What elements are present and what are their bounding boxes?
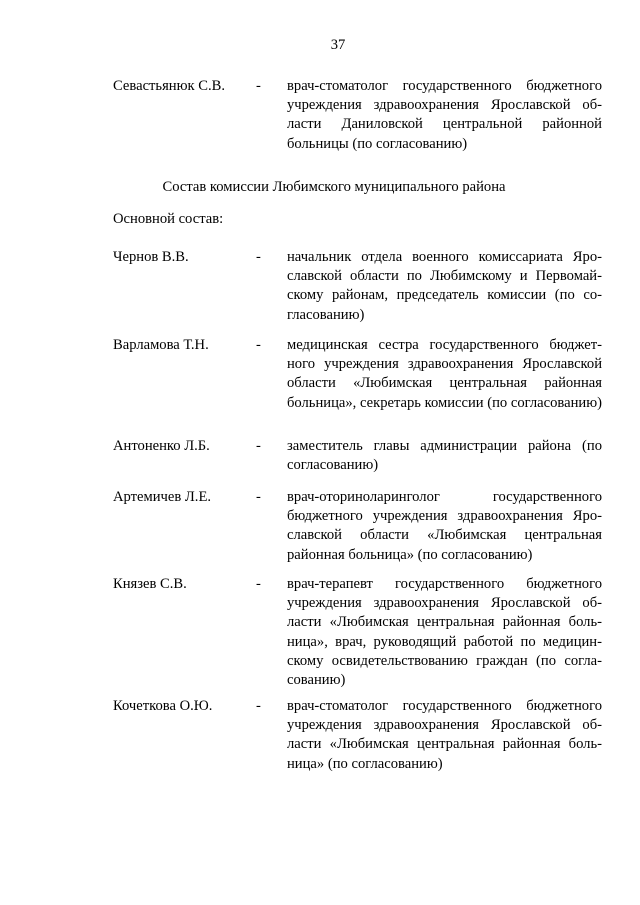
- section-title: Состав комиссии Любимского муниципального района: [162, 179, 506, 195]
- member-description: начальник отдела военного комиссариата Ярославской области по Любимскому и Первомайскому районам, председатель комиссии (по согласованию): [287, 249, 602, 323]
- member-dash: -: [256, 249, 261, 265]
- member-description: врач-терапевт государственного бюджетного учреждения здравоохранения Ярославской области «Любимская центральная районная больница», врач, руководящий работой по медицинскому освидетельствованию граждан (по согласованию): [287, 576, 602, 689]
- member-name: Князев С.В.: [113, 576, 187, 592]
- commission-member-entry: [113, 488, 602, 565]
- commission-member-entry: [113, 336, 602, 413]
- member-name: Севастьянюк С.В.: [113, 78, 226, 94]
- member-dash: -: [256, 78, 261, 94]
- subsection-title: Основной состав:: [113, 211, 224, 227]
- member-name: Варламова Т.Н.: [113, 337, 209, 353]
- member-description: заместитель главы администрации района (по согласованию): [287, 438, 602, 474]
- member-dash: -: [256, 438, 261, 454]
- member-dash: -: [256, 698, 261, 714]
- member-name: Артемичев Л.Е.: [113, 489, 212, 505]
- member-description: врач-оториноларинголог государственного бюджетного учреждения здравоохранения Ярославской области «Любимская центральная районная больница» (по согласованию): [287, 489, 602, 563]
- commission-member-entry: [113, 248, 602, 325]
- member-name: Кочеткова О.Ю.: [113, 698, 213, 714]
- member-dash: -: [256, 489, 261, 505]
- member-dash: -: [256, 576, 261, 592]
- member-dash: -: [256, 337, 261, 353]
- commission-member-entry: [113, 77, 602, 154]
- commission-member-entry: [113, 697, 602, 774]
- page-number: 37: [330, 37, 346, 53]
- commission-member-entry: [113, 575, 602, 690]
- member-name: Антоненко Л.Б.: [113, 438, 210, 454]
- commission-member-entry: [113, 437, 602, 475]
- member-description: врач-стоматолог государственного бюджетного учреждения здравоохранения Ярославской области «Любимская центральная районная больница» (по согласованию): [287, 698, 602, 772]
- member-description: медицинская сестра государственного бюджетного учреждения здравоохранения Ярославской области «Любимская центральная районная больница», секретарь комиссии (по согласованию): [287, 337, 602, 411]
- member-description: врач-стоматолог государственного бюджетного учреждения здравоохранения Ярославской области Даниловской центральной районной больницы (по согласованию): [287, 78, 602, 152]
- member-name: Чернов В.В.: [113, 249, 189, 265]
